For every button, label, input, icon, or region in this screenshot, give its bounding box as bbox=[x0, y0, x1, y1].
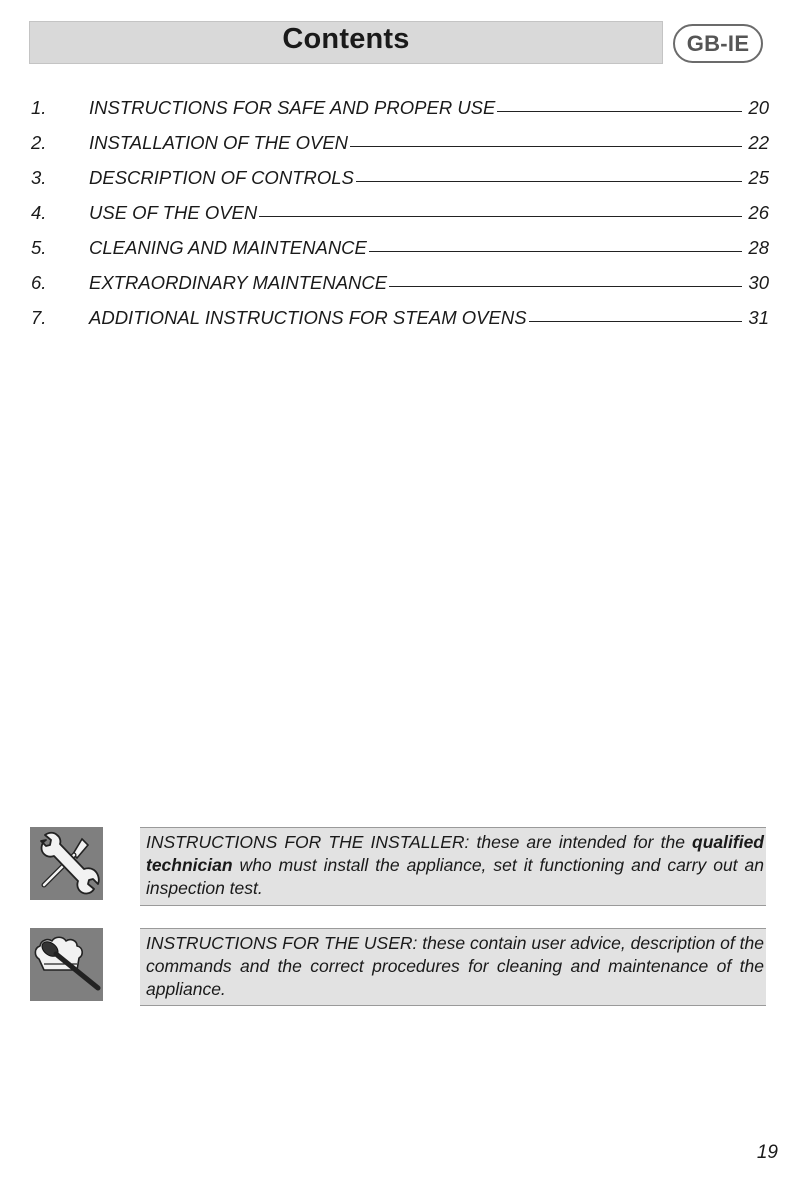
toc-number: 5. bbox=[31, 237, 47, 258]
toc-number: 4. bbox=[31, 202, 47, 223]
toc-entry[interactable] bbox=[31, 237, 769, 272]
toc-entry[interactable] bbox=[31, 272, 769, 307]
toc-entry[interactable] bbox=[31, 307, 769, 342]
toc-page: 25 bbox=[748, 167, 769, 188]
toc-page: 31 bbox=[748, 307, 769, 328]
toc-number: 7. bbox=[31, 307, 47, 328]
toc-entry[interactable] bbox=[31, 202, 769, 237]
user-instructions-note bbox=[140, 928, 766, 1006]
toc-page: 22 bbox=[748, 132, 769, 153]
toc-number: 6. bbox=[31, 272, 47, 293]
installer-text-start: INSTRUCTIONS FOR THE INSTALLER: these are intended for the bbox=[146, 832, 693, 852]
toc-leader bbox=[529, 321, 743, 322]
user-text: INSTRUCTIONS FOR THE USER: these contain user advice, description of the commands and the correct procedures for cleaning and maintenance of the appliance. bbox=[146, 933, 764, 999]
installer-text-bold: qualified technician bbox=[146, 832, 764, 875]
toc-page: 26 bbox=[748, 202, 769, 223]
toc-leader bbox=[259, 216, 742, 217]
tools-icon bbox=[30, 827, 103, 900]
toc-label: DESCRIPTION OF CONTROLS bbox=[89, 167, 354, 188]
toc-leader bbox=[356, 181, 743, 182]
toc-page: 20 bbox=[748, 97, 769, 118]
page-title: Contents bbox=[282, 23, 410, 55]
installer-text-end: who must install the appliance, set it functioning and carry out an inspection test. bbox=[146, 855, 764, 898]
toc-label: ADDITIONAL INSTRUCTIONS FOR STEAM OVENS bbox=[89, 307, 527, 328]
toc-leader bbox=[369, 251, 743, 252]
toc-entry[interactable] bbox=[31, 97, 769, 132]
toc-label: CLEANING AND MAINTENANCE bbox=[89, 237, 367, 258]
toc-label: INSTRUCTIONS FOR SAFE AND PROPER USE bbox=[89, 97, 496, 118]
toc-entry[interactable] bbox=[31, 132, 769, 167]
toc-leader bbox=[497, 111, 742, 112]
toc-label: USE OF THE OVEN bbox=[89, 202, 258, 223]
installer-instructions-note bbox=[140, 827, 766, 906]
toc-label: INSTALLATION OF THE OVEN bbox=[89, 132, 349, 153]
toc-number: 2. bbox=[31, 132, 47, 153]
table-of-contents bbox=[31, 97, 769, 342]
page-number: 19 bbox=[756, 1142, 778, 1163]
toc-label: EXTRAORDINARY MAINTENANCE bbox=[89, 272, 388, 293]
language-badge: GB-IE bbox=[673, 24, 763, 63]
toc-leader bbox=[350, 146, 742, 147]
toc-number: 3. bbox=[31, 167, 47, 188]
toc-page: 30 bbox=[748, 272, 769, 293]
chef-spoon-icon bbox=[30, 928, 103, 1001]
toc-number: 1. bbox=[31, 97, 47, 118]
toc-leader bbox=[389, 286, 742, 287]
toc-page: 28 bbox=[748, 237, 769, 258]
toc-entry[interactable] bbox=[31, 167, 769, 202]
